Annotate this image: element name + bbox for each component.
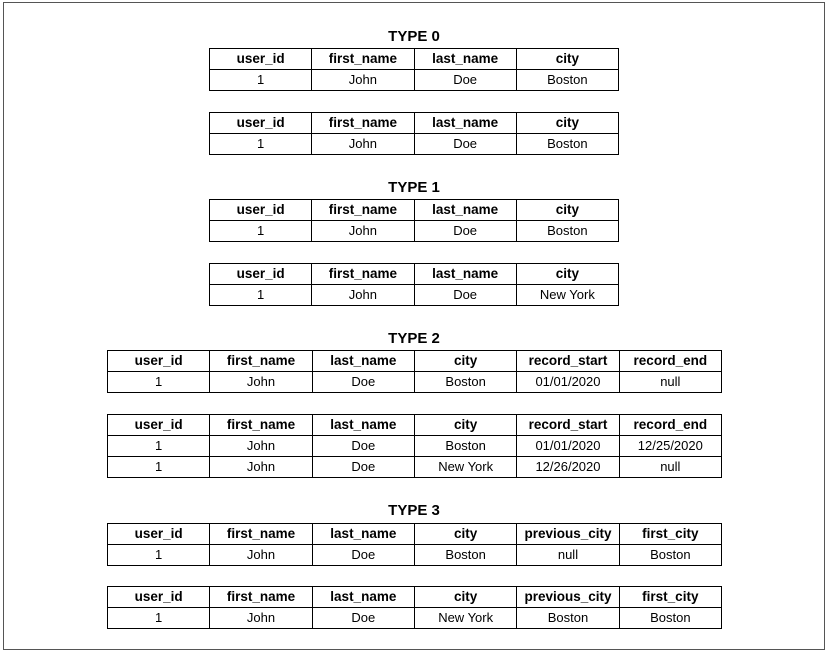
header-cell: user_id: [210, 113, 312, 134]
header-cell: city: [414, 587, 516, 608]
table-row: [210, 70, 619, 91]
table-cell: 1: [108, 436, 210, 457]
header-cell: user_id: [210, 49, 312, 70]
table-row: [210, 134, 619, 155]
table-cell: Doe: [312, 436, 414, 457]
table-cell: Boston: [414, 545, 516, 566]
header-cell: user_id: [210, 200, 312, 221]
header-cell: last_name: [312, 415, 414, 436]
header-cell: user_id: [108, 351, 210, 372]
table-cell: 1: [210, 70, 312, 91]
table-cell: null: [619, 457, 721, 478]
section-title-type-3: TYPE 3: [388, 502, 440, 519]
header-cell: user_id: [108, 587, 210, 608]
header-cell: city: [414, 524, 516, 545]
header-cell: last_name: [414, 264, 516, 285]
header-cell: user_id: [210, 264, 312, 285]
header-cell: first_city: [619, 524, 721, 545]
header-cell: city: [516, 49, 618, 70]
header-cell: last_name: [414, 113, 516, 134]
table-cell: Doe: [312, 457, 414, 478]
table-row: [108, 457, 722, 478]
table-cell: John: [210, 436, 312, 457]
table-cell: Boston: [619, 545, 721, 566]
table-row: [108, 436, 722, 457]
header-cell: user_id: [108, 524, 210, 545]
header-row: [108, 587, 722, 608]
header-cell: city: [516, 200, 618, 221]
header-cell: record_start: [517, 415, 619, 436]
table-cell: John: [210, 372, 312, 393]
type-1-table-before: [209, 199, 619, 242]
table-cell: 1: [108, 457, 210, 478]
table-cell: 1: [210, 134, 312, 155]
header-row: [210, 113, 619, 134]
header-cell: city: [516, 113, 618, 134]
header-cell: last_name: [312, 587, 414, 608]
header-cell: first_name: [210, 524, 312, 545]
table-cell: John: [210, 545, 312, 566]
table-cell: 1: [108, 545, 210, 566]
header-row: [210, 200, 619, 221]
table-cell: New York: [414, 608, 516, 629]
header-cell: last_name: [414, 49, 516, 70]
header-cell: first_name: [210, 587, 312, 608]
header-row: [210, 49, 619, 70]
section-title-type-1: TYPE 1: [388, 179, 440, 196]
table-cell: New York: [414, 457, 516, 478]
table-cell: John: [210, 457, 312, 478]
header-cell: first_city: [619, 587, 721, 608]
table-row: [108, 372, 722, 393]
header-row: [108, 351, 722, 372]
header-cell: first_name: [210, 415, 312, 436]
type-0-table-after: [209, 112, 619, 155]
table-cell: 12/26/2020: [517, 457, 619, 478]
table-cell: John: [312, 70, 414, 91]
table-cell: Boston: [516, 221, 618, 242]
table-cell: John: [312, 285, 414, 306]
table-cell: New York: [516, 285, 618, 306]
header-cell: first_name: [210, 351, 312, 372]
table-cell: 1: [210, 221, 312, 242]
header-cell: previous_city: [517, 524, 619, 545]
type-0-table-before: [209, 48, 619, 91]
table-cell: 12/25/2020: [619, 436, 721, 457]
table-cell: 1: [108, 372, 210, 393]
table-cell: Doe: [312, 372, 414, 393]
table-cell: 1: [108, 608, 210, 629]
table-cell: Boston: [516, 70, 618, 91]
table-cell: null: [517, 545, 619, 566]
header-cell: record_start: [517, 351, 619, 372]
header-cell: record_end: [619, 351, 721, 372]
header-cell: city: [414, 415, 516, 436]
header-cell: city: [414, 351, 516, 372]
header-cell: last_name: [312, 351, 414, 372]
table-cell: Boston: [517, 608, 619, 629]
header-cell: user_id: [108, 415, 210, 436]
header-cell: first_name: [312, 113, 414, 134]
header-cell: record_end: [619, 415, 721, 436]
header-cell: last_name: [312, 524, 414, 545]
table-row: [210, 285, 619, 306]
table-cell: Doe: [414, 134, 516, 155]
table-cell: Boston: [619, 608, 721, 629]
header-row: [210, 264, 619, 285]
header-cell: first_name: [312, 200, 414, 221]
type-3-table-before: [107, 523, 722, 566]
table-cell: Doe: [414, 70, 516, 91]
table-row: [210, 221, 619, 242]
header-row: [108, 415, 722, 436]
table-cell: Doe: [414, 285, 516, 306]
type-2-table-after: [107, 414, 722, 478]
table-cell: Doe: [312, 545, 414, 566]
table-cell: Boston: [516, 134, 618, 155]
table-cell: Boston: [414, 372, 516, 393]
table-cell: Doe: [312, 608, 414, 629]
section-title-type-0: TYPE 0: [388, 28, 440, 45]
table-cell: Boston: [414, 436, 516, 457]
type-1-table-after: [209, 263, 619, 306]
table-cell: null: [619, 372, 721, 393]
header-row: [108, 524, 722, 545]
header-cell: previous_city: [517, 587, 619, 608]
table-cell: John: [312, 134, 414, 155]
table-cell: 01/01/2020: [517, 436, 619, 457]
table-cell: 1: [210, 285, 312, 306]
table-cell: John: [210, 608, 312, 629]
header-cell: city: [516, 264, 618, 285]
table-cell: Doe: [414, 221, 516, 242]
table-cell: John: [312, 221, 414, 242]
header-cell: first_name: [312, 264, 414, 285]
table-cell: 01/01/2020: [517, 372, 619, 393]
type-2-table-before: [107, 350, 722, 393]
table-row: [108, 545, 722, 566]
section-title-type-2: TYPE 2: [388, 330, 440, 347]
type-3-table-after: [107, 586, 722, 629]
header-cell: first_name: [312, 49, 414, 70]
header-cell: last_name: [414, 200, 516, 221]
table-row: [108, 608, 722, 629]
